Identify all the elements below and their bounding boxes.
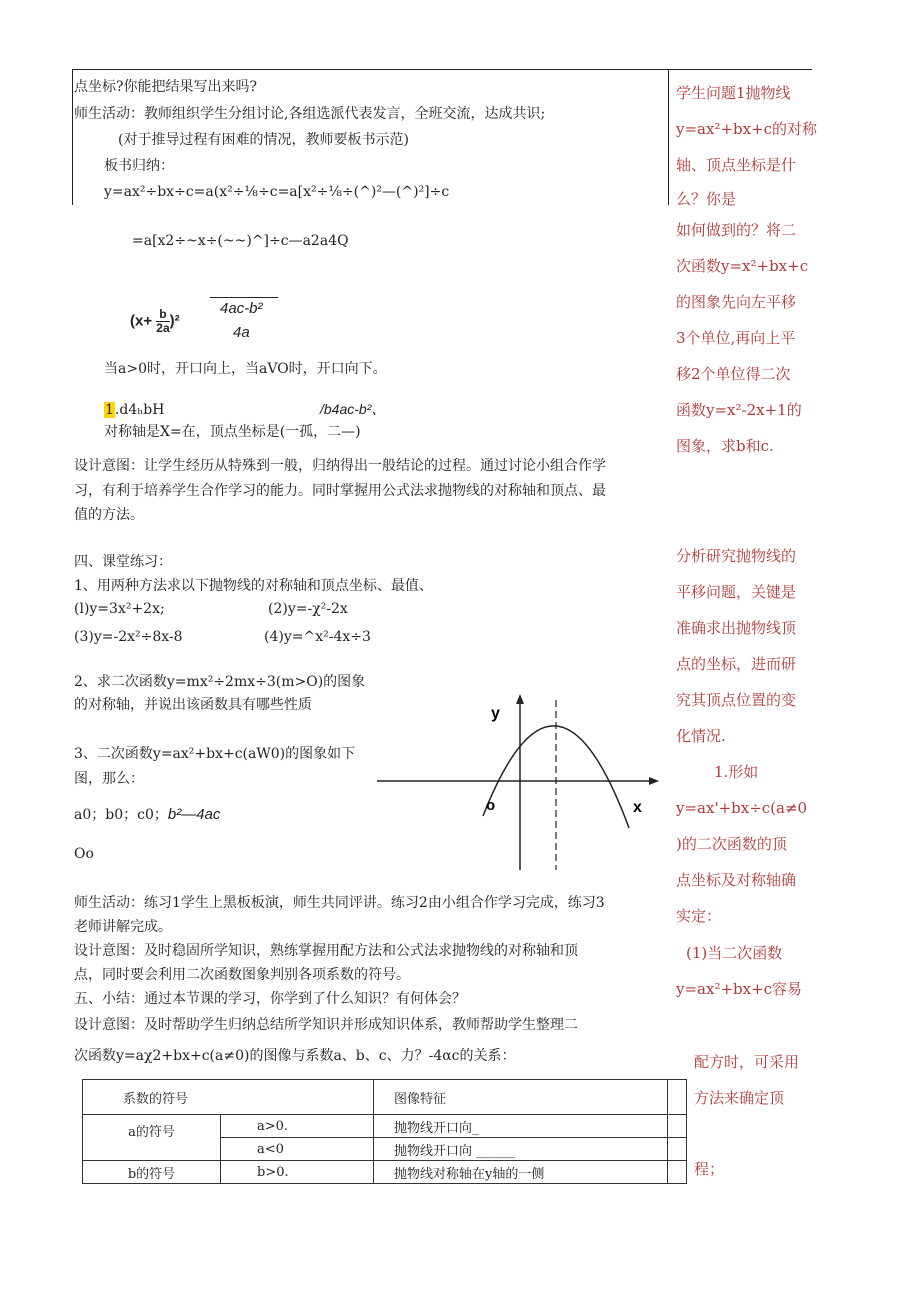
activity-2b: 老师讲解完成。 <box>74 919 172 935</box>
formula-square: (x+ $\frac{b}{2a}$ )² <box>130 307 180 335</box>
formula-denominator: 4a <box>233 324 250 341</box>
activity-2a: 师生活动：练习1学生上黑板板演，师生共同评讲。练习2由小组合作学习完成，练习3 <box>74 895 605 911</box>
side-note: 化情况. <box>676 727 726 745</box>
table-header-sign: 系数的符号 <box>83 1080 374 1115</box>
left-border <box>72 69 73 205</box>
exercise-3b: 图，那么： <box>74 771 144 787</box>
table-cell: 抛物线开口向 ______ <box>374 1138 668 1161</box>
side-note: y=ax²+bx+c容易 <box>676 980 803 998</box>
column-divider <box>668 69 669 205</box>
side-note: 1.形如 <box>714 763 759 781</box>
line-derivation-1: y=ax²÷bx÷c=a(x²÷⅛÷c=a[x²÷⅛÷(^)²—(^)²]÷c <box>104 184 450 200</box>
exercise-3d: Oo <box>74 846 94 862</box>
line-vertex-formula-right: /b4ac-b²、 <box>320 401 386 417</box>
design-intent-3a: 设计意图：及时帮助学生归纳总结所学知识并形成知识体系，教师帮助学生整理二 <box>74 1017 578 1033</box>
y-axis-arrow <box>516 694 524 704</box>
side-note: 配方时，可采用 <box>694 1053 800 1071</box>
table-row <box>83 1115 687 1138</box>
side-note: 如何做到的？将二 <box>676 221 797 239</box>
x-axis-arrow <box>649 777 659 785</box>
exercise-2a: 2、求二次函数y=mx²÷2mx÷3(m>O)的图象 <box>74 674 366 690</box>
design-intent-1c: 值的方法。 <box>74 507 144 523</box>
table-row <box>83 1161 687 1184</box>
activity-text: 教师组织学生分组讨论,各组选派代表发言，全班交流，达成共识; <box>144 106 546 122</box>
section-five-summary: 五、小结：通过本节课的学习，你学到了什么知识？有何体会？ <box>74 991 466 1007</box>
fraction-overline <box>210 297 278 298</box>
line-vertex-question: 点坐标?你能把结果写出来吗? <box>74 79 258 95</box>
line-derivation-2: =a[x2÷~x÷(~~)^]÷c—a2a4Q <box>132 233 349 249</box>
exercise-1-2: (2)y=-χ²-2x <box>268 601 348 617</box>
design-intent-2b: 点，同时要会利用二次函数图象判别各项系数的符号。 <box>74 967 410 983</box>
line-opening-direction: 当a>0时，开口向上，当aVO时，开口向下。 <box>104 361 387 377</box>
activity-label: 师生活动： <box>74 106 144 122</box>
coefficient-table <box>82 1079 687 1184</box>
design-intent-1a: 设计意图：让学生经历从特殊到一般，归纳得出一般结论的过程。通过讨论小组合作学 <box>74 458 606 474</box>
line-vertex-formula: 1.d4ₕbH <box>105 402 165 418</box>
side-note: 点坐标及对称轴确 <box>676 871 797 889</box>
exercise-2b: 的对称轴，并说出该函数具有哪些性质 <box>74 697 312 713</box>
exercise-1-3: (3)y=-2x²÷8x-8 <box>74 629 183 645</box>
exercise-1: 1、用两种方法求以下抛物线的对称轴和顶点坐标、最值、 <box>74 578 433 594</box>
side-note: 准确求出抛物线顶 <box>676 619 797 637</box>
formula-numerator: 4ac-b² <box>220 300 263 317</box>
side-note: 移2个单位得二次 <box>676 365 791 383</box>
line-activity <box>74 105 545 123</box>
side-note: y=ax'+bx÷c(a≠0 <box>676 799 808 817</box>
table-cell: 抛物线开口向_ <box>374 1115 668 1138</box>
table-header-feature: 图像特征 <box>374 1080 668 1115</box>
table-cell: 抛物线对称轴在y轴的一侧 <box>374 1161 668 1184</box>
line-board-summary: 板书归纳： <box>104 158 174 174</box>
exercise-1-1: (l)y=3x²+2x; <box>74 601 165 617</box>
table-cell: a<0 <box>221 1138 374 1161</box>
design-intent-1b: 习，有利于培养学生合作学习的能力。同时掌握用公式法求抛物线的对称轴和顶点、最 <box>74 483 606 499</box>
side-note: (1)当二次函数 <box>686 944 783 962</box>
table-cell: b>0. <box>221 1161 374 1184</box>
y-axis-label: y <box>491 705 500 722</box>
side-note: 函数y=x²-2x+1的 <box>676 401 802 419</box>
exercise-3a: 3、二次函数y=ax²+bx+c(aW0)的图象如下 <box>74 746 356 762</box>
side-note: 轴、顶点坐标是什 <box>676 156 797 174</box>
section-four-heading: 四、课堂练习： <box>74 554 172 570</box>
line-note: (对于推导过程有困难的情况，教师要板书示范) <box>118 132 409 148</box>
side-note: )的二次函数的顶 <box>676 835 787 853</box>
table-cell: a的符号 <box>83 1115 221 1161</box>
side-note: 究其顶点位置的变 <box>676 691 797 709</box>
origin-label: o <box>486 797 496 814</box>
side-note: 么？你是 <box>676 190 737 208</box>
side-note: 平移问题，关键是 <box>676 583 797 601</box>
side-note: 次函数y=x²+bx+c <box>676 257 809 275</box>
design-intent-3b: 次函数y=aχ2+bx+c(a≠0)的图像与系数a、b、c、力？-4αc的关系： <box>74 1048 516 1064</box>
side-note: 的图象先向左平移 <box>676 293 797 311</box>
side-note: 方法来确定顶 <box>694 1089 785 1107</box>
exercise-3c: a0；b0；c0；b²—4ac <box>74 806 221 823</box>
top-border <box>72 69 812 70</box>
side-note: y=ax²+bx+c的对称 <box>676 120 818 138</box>
side-note: 图象，求b和c. <box>676 437 774 455</box>
side-note: 分析研究抛物线的 <box>676 547 797 565</box>
table-cell: b的符号 <box>83 1161 221 1184</box>
design-intent-2a: 设计意图：及时稳固所学知识，熟练掌握用配方法和公式法求抛物线的对称轴和顶 <box>74 943 578 959</box>
side-note: 点的坐标，进而研 <box>676 655 797 673</box>
highlight-number: 1 <box>105 402 114 418</box>
x-axis-label: x <box>633 799 642 816</box>
side-note: 程； <box>694 1160 725 1178</box>
parabola-graph <box>375 688 665 873</box>
side-note: 3个单位,再向上平 <box>676 329 796 347</box>
line-axis-vertex: 对称轴是X=在，顶点坐标是(一孤，二—) <box>104 424 361 440</box>
exercise-1-4: (4)y=^x²-4x÷3 <box>264 629 371 645</box>
table-cell: a>0. <box>221 1115 374 1138</box>
side-note: 学生问题1抛物线 <box>676 84 791 102</box>
side-note: 实定： <box>676 907 722 925</box>
table-row <box>83 1080 687 1115</box>
